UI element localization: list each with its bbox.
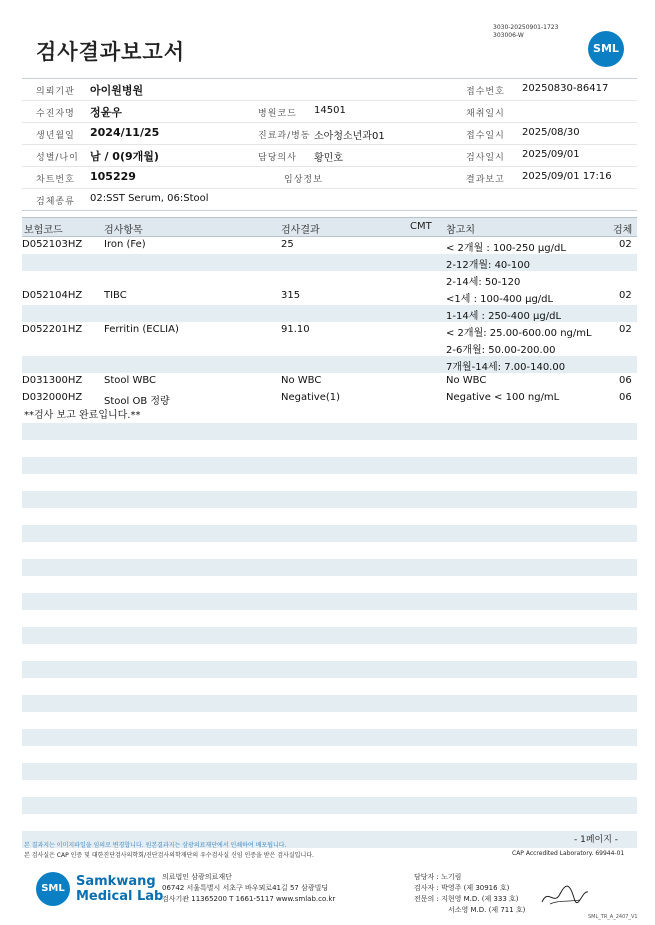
col-specimen: 검체 [613, 225, 633, 236]
form-code: SML_TR_A_2407_V1 [588, 914, 638, 920]
row-reference: Negative < 100 ng/mL [446, 392, 560, 403]
patient-value: 정윤우 [90, 106, 122, 119]
dob-label: 생년월일 [36, 131, 75, 141]
row-reference: <1세 : 100-400 µg/dL [446, 294, 554, 305]
clinical-label: 임상정보 [284, 175, 323, 185]
doctor-value: 황민호 [314, 153, 343, 164]
received-label: 접수일시 [466, 131, 505, 141]
document-number-line1: 3030-20250901-1723 [493, 24, 559, 31]
brand-line2: Medical Lab [76, 889, 164, 904]
info-row [22, 79, 637, 101]
table-row [22, 322, 637, 339]
info-row [22, 145, 637, 167]
sex-age-value: 남 / 0(9개월) [90, 150, 159, 163]
row-item: Ferritin (ECLIA) [104, 324, 179, 335]
signature-icon [540, 880, 590, 910]
row-result: No WBC [281, 375, 322, 386]
staff-tester: 검사자 : 박영주 (제 30916 호) [414, 884, 510, 892]
receipt-no-value: 20250830-86417 [522, 83, 609, 94]
chart-no-label: 차트번호 [36, 175, 75, 185]
empty-row-stripe [22, 627, 637, 644]
row-specimen: 02 [619, 324, 632, 335]
row-item: Stool WBC [104, 375, 157, 386]
disclaimer-notice: 본 결과지는 이미지파일을 임의로 변경합니다. 원본결과지는 삼광의료재단에서 인쇄하여 배포됩니다. [24, 842, 287, 849]
footer-brand [76, 874, 163, 904]
row-reference: 2-6개월: 50.00-200.00 [446, 345, 556, 356]
table-row [22, 288, 637, 305]
contact: 검사기관 11365200 T 1661-5117 www.smlab.co.kr [162, 895, 336, 903]
report-title: 검사결과보고서 [36, 40, 186, 64]
reported-label: 결과보고 [466, 175, 505, 185]
row-result: 25 [281, 239, 294, 250]
row-specimen: 06 [619, 392, 632, 403]
footer-staff [414, 872, 525, 916]
row-code: D052103HZ [22, 239, 83, 250]
row-reference: 2-12개월: 40-100 [446, 260, 530, 271]
hospital-code-value: 14501 [314, 105, 346, 116]
row-code: D052201HZ [22, 324, 83, 335]
row-result: Negative(1) [281, 392, 341, 403]
row-reference: < 2개월: 25.00-600.00 ng/mL [446, 328, 592, 339]
empty-row-stripe [22, 729, 637, 746]
table-row [22, 339, 637, 356]
staff-specialist-2: 서소영 M.D. (제 711 호) [448, 906, 526, 914]
info-row [22, 101, 637, 123]
table-row [22, 373, 637, 390]
address: 06742 서울특별시 서초구 바우뫼로41길 57 삼광빌딩 [162, 884, 329, 892]
client-value: 아이원병원 [90, 84, 144, 97]
table-row [22, 254, 637, 271]
footer-sml-logo: SML [36, 872, 70, 906]
reported-value: 2025/09/01 17:16 [522, 171, 612, 182]
dept-value: 소아청소년과01 [314, 131, 385, 142]
empty-row-stripe [22, 525, 637, 542]
row-code: D031300HZ [22, 375, 83, 386]
specimen-label: 검체종류 [36, 197, 75, 207]
specimen-value: 02:SST Serum, 06:Stool [90, 193, 209, 204]
table-row [22, 390, 637, 407]
hospital-code-label: 병원코드 [258, 109, 297, 119]
info-row [22, 167, 637, 189]
empty-row-stripe [22, 661, 637, 678]
empty-row-stripe [22, 491, 637, 508]
table-row [22, 356, 637, 373]
receipt-no-label: 접수번호 [466, 87, 505, 97]
row-reference: < 2개월 : 100-250 µg/dL [446, 243, 566, 254]
row-reference: 1-14세 : 250-400 µg/dL [446, 311, 562, 322]
sml-logo: SML [588, 31, 624, 67]
table-row [22, 271, 637, 288]
completion-note: **검사 보고 완료입니다.** [24, 410, 141, 421]
row-reference: 2-14세: 50-120 [446, 277, 521, 288]
col-code: 보험코드 [24, 225, 63, 236]
staff-contact: 담당자 : 노기림 [414, 873, 462, 881]
col-item: 검사항목 [104, 225, 143, 236]
col-reference: 참고치 [446, 225, 475, 236]
row-item: TIBC [104, 290, 127, 301]
col-result: 검사결과 [281, 225, 320, 236]
dob-value: 2024/11/25 [90, 126, 160, 139]
sex-age-label: 성별/나이 [36, 153, 79, 163]
table-body [22, 237, 637, 407]
collected-label: 채취일시 [466, 109, 505, 119]
empty-row-stripe [22, 593, 637, 610]
footer-address [162, 872, 335, 905]
row-code: D032000HZ [22, 392, 83, 403]
info-row [22, 123, 637, 145]
col-cmt: CMT [410, 221, 432, 232]
patient-label: 수진자명 [36, 109, 75, 119]
empty-row-stripe [22, 423, 637, 440]
empty-row-stripe [22, 763, 637, 780]
row-reference: 7개월-14세: 7.00-140.00 [446, 362, 566, 373]
empty-row-stripe [22, 457, 637, 474]
row-item: Stool OB 정량 [104, 396, 170, 407]
patient-info-block [22, 78, 637, 211]
table-row [22, 237, 637, 254]
page-number: - 1페이지 - [574, 835, 619, 845]
document-number-line2: 303006-W [493, 32, 524, 39]
received-value: 2025/08/30 [522, 127, 580, 138]
dept-label: 진료과/병동 [258, 131, 311, 141]
brand-line1: Samkwang [76, 874, 156, 889]
results-table [22, 217, 637, 407]
staff-specialist: 전문의 : 지현영 M.D. (제 333 호) [414, 895, 519, 903]
table-header [22, 217, 637, 237]
row-reference: No WBC [446, 375, 487, 386]
doctor-label: 담당의사 [258, 153, 297, 163]
tested-label: 검사일시 [466, 153, 505, 163]
row-specimen: 02 [619, 239, 632, 250]
row-result: 91.10 [281, 324, 310, 335]
row-specimen: 06 [619, 375, 632, 386]
cap-accreditation: CAP Accredited Laboratory. 69944-01 [512, 850, 625, 857]
row-code: D052104HZ [22, 290, 83, 301]
empty-row-stripe [22, 797, 637, 814]
info-row [22, 189, 637, 211]
client-label: 의뢰기관 [36, 87, 75, 97]
row-specimen: 02 [619, 290, 632, 301]
document-number [493, 24, 558, 40]
accreditation-notice: 본 검사실은 CAP 인증 및 대한진단검사의학회/진단검사의학재단의 우수검사실 신임 인증을 받은 검사실입니다. [24, 852, 314, 859]
empty-row-stripe [22, 559, 637, 576]
tested-value: 2025/09/01 [522, 149, 580, 160]
org-name: 의료법인 삼광의료재단 [162, 873, 232, 881]
chart-no-value: 105229 [90, 170, 136, 183]
row-item: Iron (Fe) [104, 239, 146, 250]
table-row [22, 305, 637, 322]
empty-row-stripe [22, 695, 637, 712]
row-result: 315 [281, 290, 301, 301]
